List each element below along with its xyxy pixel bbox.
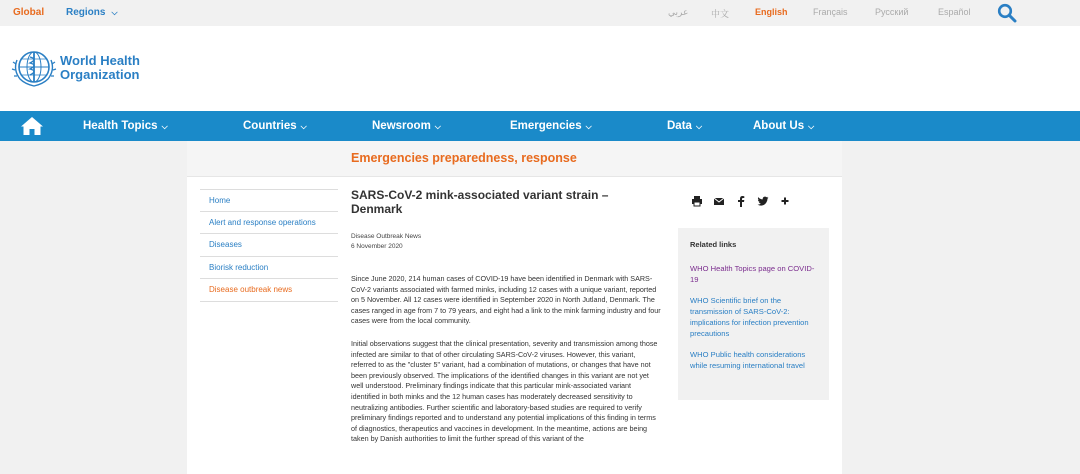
article-title-line-1: SARS-CoV-2 mink-associated variant strain – bbox=[351, 188, 609, 202]
related-links-title: Related links bbox=[690, 240, 737, 249]
article-category: Disease Outbreak News bbox=[351, 233, 422, 240]
nav-health-topics[interactable] bbox=[83, 120, 168, 132]
logo-line-2: Organization bbox=[60, 67, 140, 82]
nav-emergencies[interactable] bbox=[510, 120, 592, 132]
home-icon[interactable] bbox=[20, 116, 44, 136]
nav-health-topics-label: Health Topics bbox=[83, 120, 158, 132]
chevron-down-icon: ⌵ bbox=[161, 122, 168, 131]
chevron-down-icon: ⌵ bbox=[300, 122, 307, 131]
language-chinese[interactable]: 中文 bbox=[711, 9, 730, 19]
nav-newsroom-label: Newsroom bbox=[372, 120, 431, 132]
article-title-line-2: Denmark bbox=[351, 202, 403, 216]
sidenav-item-alert-response[interactable]: Alert and response operations bbox=[200, 212, 338, 235]
sidenav-item-biorisk[interactable]: Biorisk reduction bbox=[200, 257, 338, 280]
main-navigation bbox=[0, 111, 1080, 141]
language-spanish[interactable]: Español bbox=[938, 7, 971, 17]
sidenav-item-disease-outbreak-news[interactable]: Disease outbreak news bbox=[200, 279, 338, 302]
chevron-down-icon: ⌵ bbox=[111, 8, 118, 17]
related-links-panel bbox=[678, 228, 829, 400]
language-arabic[interactable]: عربي bbox=[668, 7, 689, 17]
print-icon[interactable] bbox=[691, 195, 703, 207]
related-link-international-travel[interactable]: WHO Public health considerations while resuming international travel bbox=[690, 350, 806, 370]
email-icon[interactable] bbox=[713, 195, 725, 207]
article-date: 6 November 2020 bbox=[351, 243, 403, 250]
related-link-scientific-brief[interactable]: WHO Scientific brief on the transmission of SARS-CoV-2: implications for infection prevention precautions bbox=[690, 296, 809, 338]
facebook-icon[interactable] bbox=[735, 195, 747, 207]
related-link-covid19-topics[interactable]: WHO Health Topics page on COVID-19 bbox=[690, 264, 815, 284]
chevron-down-icon: ⌵ bbox=[808, 122, 815, 131]
top-utility-bar bbox=[0, 0, 1080, 26]
nav-about-us-label: About Us bbox=[753, 120, 805, 132]
language-russian[interactable]: Русский bbox=[875, 7, 909, 17]
section-title[interactable]: Emergencies preparedness, response bbox=[351, 151, 577, 165]
nav-newsroom[interactable] bbox=[372, 120, 441, 132]
chevron-down-icon: ⌵ bbox=[434, 122, 441, 131]
global-link[interactable]: Global bbox=[13, 7, 45, 18]
sidenav-item-home[interactable]: Home bbox=[200, 189, 338, 212]
section-banner bbox=[187, 141, 842, 177]
plus-icon[interactable] bbox=[779, 195, 791, 207]
article bbox=[351, 188, 661, 445]
article-paragraph-1: Since June 2020, 214 human cases of COVID-19 have been identified in Denmark with SARS-CoV-2 variants associated with farmed minks, including 12 cases with a unique variant, reported on 5 November. All 12 cases were identified in September 2020 in North Jutland, Denmark. The cases ranged in age from 7 to 79 years, and eight had a link to the mink farming industry and four cases were from the local community. bbox=[351, 274, 661, 326]
language-english[interactable]: English bbox=[755, 7, 788, 17]
nav-about-us[interactable] bbox=[753, 120, 814, 132]
site-header bbox=[0, 26, 1080, 111]
article-paragraph-2: Initial observations suggest that the clinical presentation, severity and transmission among those infected are similar to that of other circulating SARS-CoV-2 viruses. However, this variant, referred to as the "cluster 5" variant, had a combination of mutations, or changes that have not been previously observed. The implications of the identified changes in this variant are not yet well understood. Preliminary findings indicate that this particular mink-associated variant identified in both minks and the 12 human cases has moderately decreased sensitivity to neutralizing antibodies. Further scientific and laboratory-based studies are required to verify preliminary findings reported and to understand any potential implications of this finding in terms of diagnostics, therapeutics and vaccines in development. In the meantime, actions are being taken by Danish authorities to limit the further spread of this variant of the bbox=[351, 338, 658, 444]
logo-line-1: World Health bbox=[60, 53, 140, 68]
language-selector bbox=[0, 7, 1080, 21]
article-title bbox=[351, 188, 661, 216]
chevron-down-icon: ⌵ bbox=[695, 122, 703, 131]
twitter-icon[interactable] bbox=[757, 195, 769, 207]
who-emblem-icon[interactable] bbox=[11, 46, 57, 88]
chevron-down-icon: ⌵ bbox=[585, 122, 592, 131]
article-meta bbox=[351, 232, 661, 252]
language-french[interactable]: Français bbox=[813, 7, 848, 17]
nav-data-label: Data bbox=[667, 120, 692, 132]
nav-data[interactable] bbox=[667, 120, 702, 132]
who-logo-text[interactable] bbox=[60, 54, 140, 82]
nav-countries-label: Countries bbox=[243, 120, 297, 132]
side-navigation bbox=[200, 189, 338, 302]
search-icon[interactable] bbox=[997, 3, 1017, 23]
nav-emergencies-label: Emergencies bbox=[510, 120, 582, 132]
sidenav-item-diseases[interactable]: Diseases bbox=[200, 234, 338, 257]
regions-label: Regions bbox=[66, 7, 106, 18]
nav-countries[interactable] bbox=[243, 120, 307, 132]
content-area bbox=[187, 141, 842, 474]
